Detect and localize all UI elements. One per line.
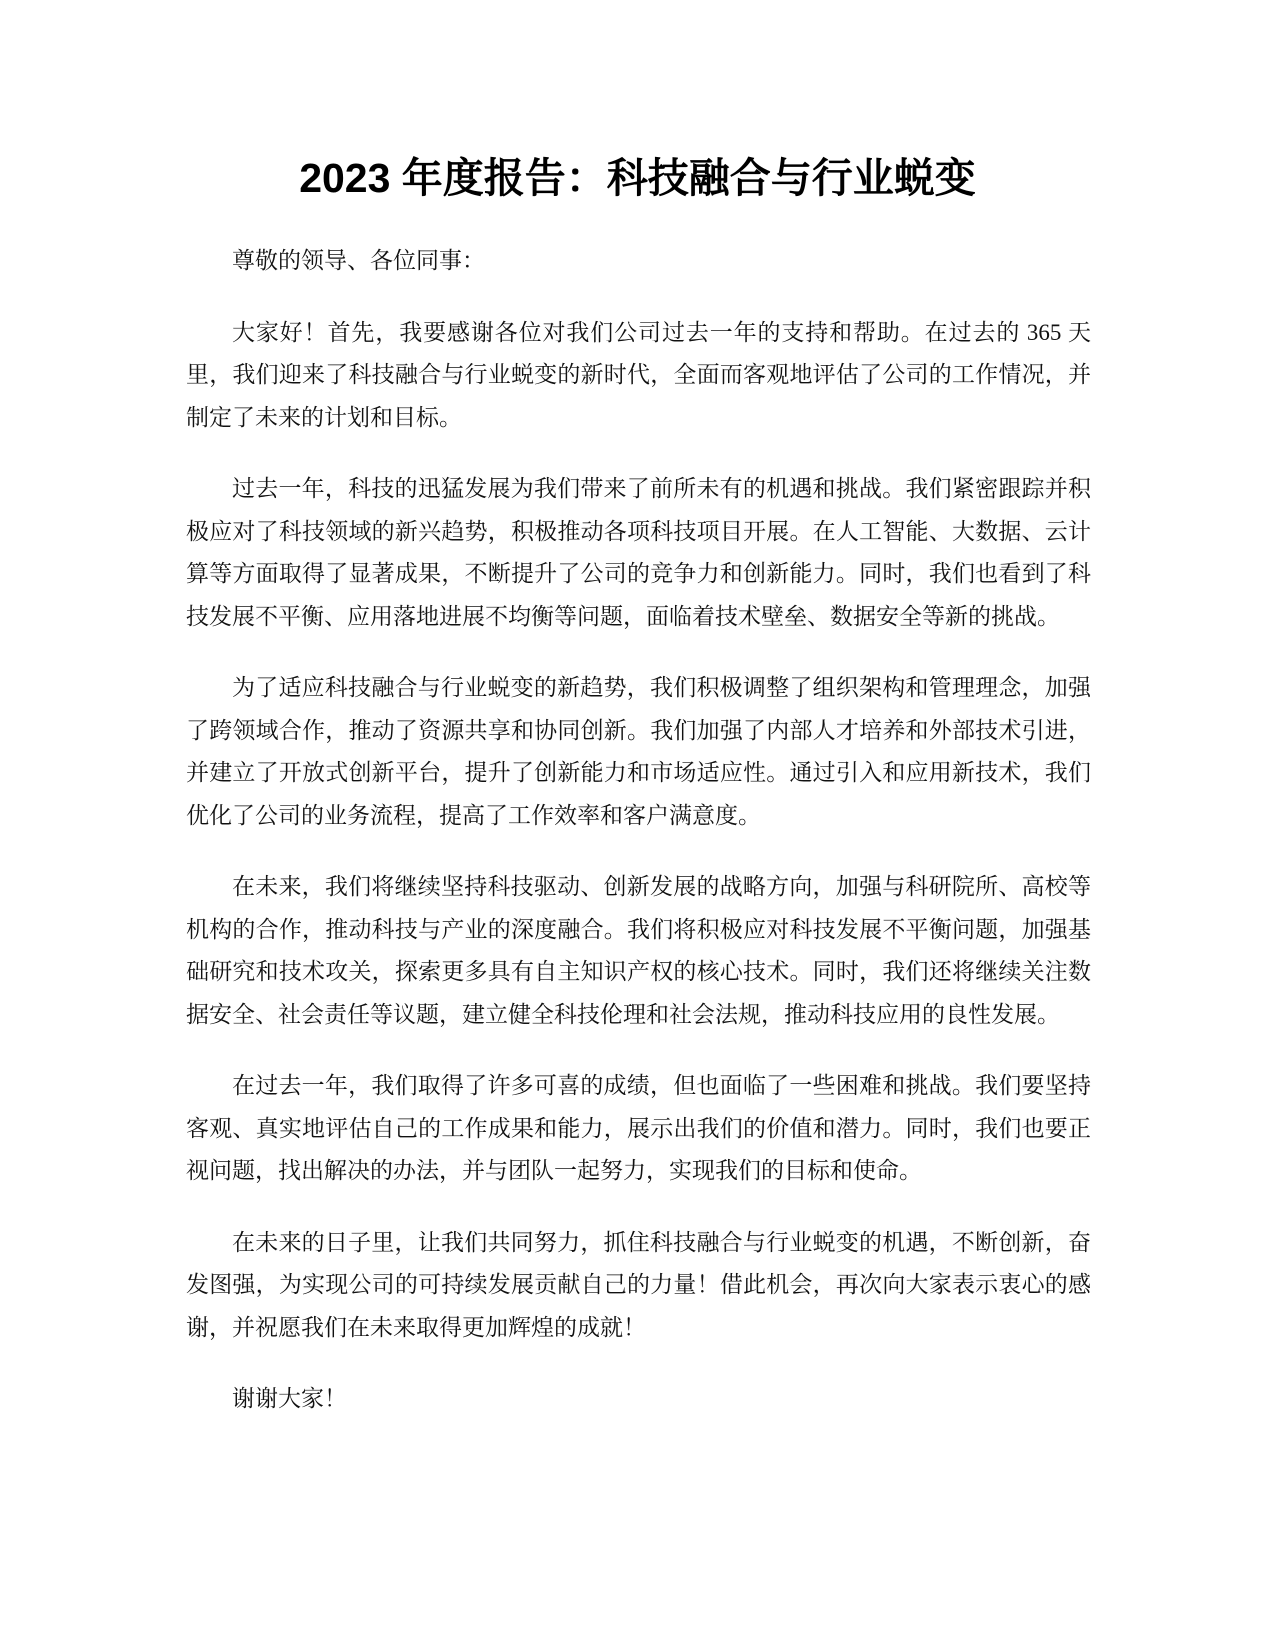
paragraph: 大家好！首先，我要感谢各位对我们公司过去一年的支持和帮助。在过去的 365 天里，我们迎来了科技融合与行业蜕变的新时代，全面而客观地评估了公司的工作情况，并制定了未来的计划和目标。 <box>186 319 1091 430</box>
document-body <box>186 240 1091 1450</box>
salutation: 尊敬的领导、各位同事： <box>232 248 485 273</box>
closing: 谢谢大家！ <box>232 1386 347 1411</box>
document-title: 2023 年度报告：科技融合与行业蜕变 <box>299 155 976 201</box>
paragraph: 在未来的日子里，让我们共同努力，抓住科技融合与行业蜕变的机遇，不断创新，奋发图强，为实现公司的可持续发展贡献自己的力量！借此机会，再次向大家表示衷心的感谢，并祝愿我们在未来取得更加辉煌的成就！ <box>186 1229 1091 1340</box>
paragraph: 在过去一年，我们取得了许多可喜的成绩，但也面临了一些困难和挑战。我们要坚持客观、真实地评估自己的工作成果和能力，展示出我们的价值和潜力。同时，我们也要正视问题，找出解决的办法，并与团队一起努力，实现我们的目标和使命。 <box>186 1073 1091 1183</box>
paragraph: 在未来，我们将继续坚持科技驱动、创新发展的战略方向，加强与科研院所、高校等机构的合作，推动科技与产业的深度融合。我们将积极应对科技发展不平衡问题，加强基础研究和技术攻关，探索更多具有自主知识产权的核心技术。同时，我们还将继续关注数据安全、社会责任等议题，建立健全科技伦理和社会法规，推动科技应用的良性发展。 <box>186 874 1091 1027</box>
paragraph: 为了适应科技融合与行业蜕变的新趋势，我们积极调整了组织架构和管理理念，加强了跨领域合作，推动了资源共享和协同创新。我们加强了内部人才培养和外部技术引进，并建立了开放式创新平台，提升了创新能力和市场适应性。通过引入和应用新技术，我们优化了公司的业务流程，提高了工作效率和客户满意度。 <box>186 675 1091 828</box>
paragraph: 过去一年，科技的迅猛发展为我们带来了前所未有的机遇和挑战。我们紧密跟踪并积极应对了科技领域的新兴趋势，积极推动各项科技项目开展。在人工智能、大数据、云计算等方面取得了显著成果，不断提升了公司的竞争力和创新能力。同时，我们也看到了科技发展不平衡、应用落地进展不均衡等问题，面临着技术壁垒、数据安全等新的挑战。 <box>186 476 1091 629</box>
